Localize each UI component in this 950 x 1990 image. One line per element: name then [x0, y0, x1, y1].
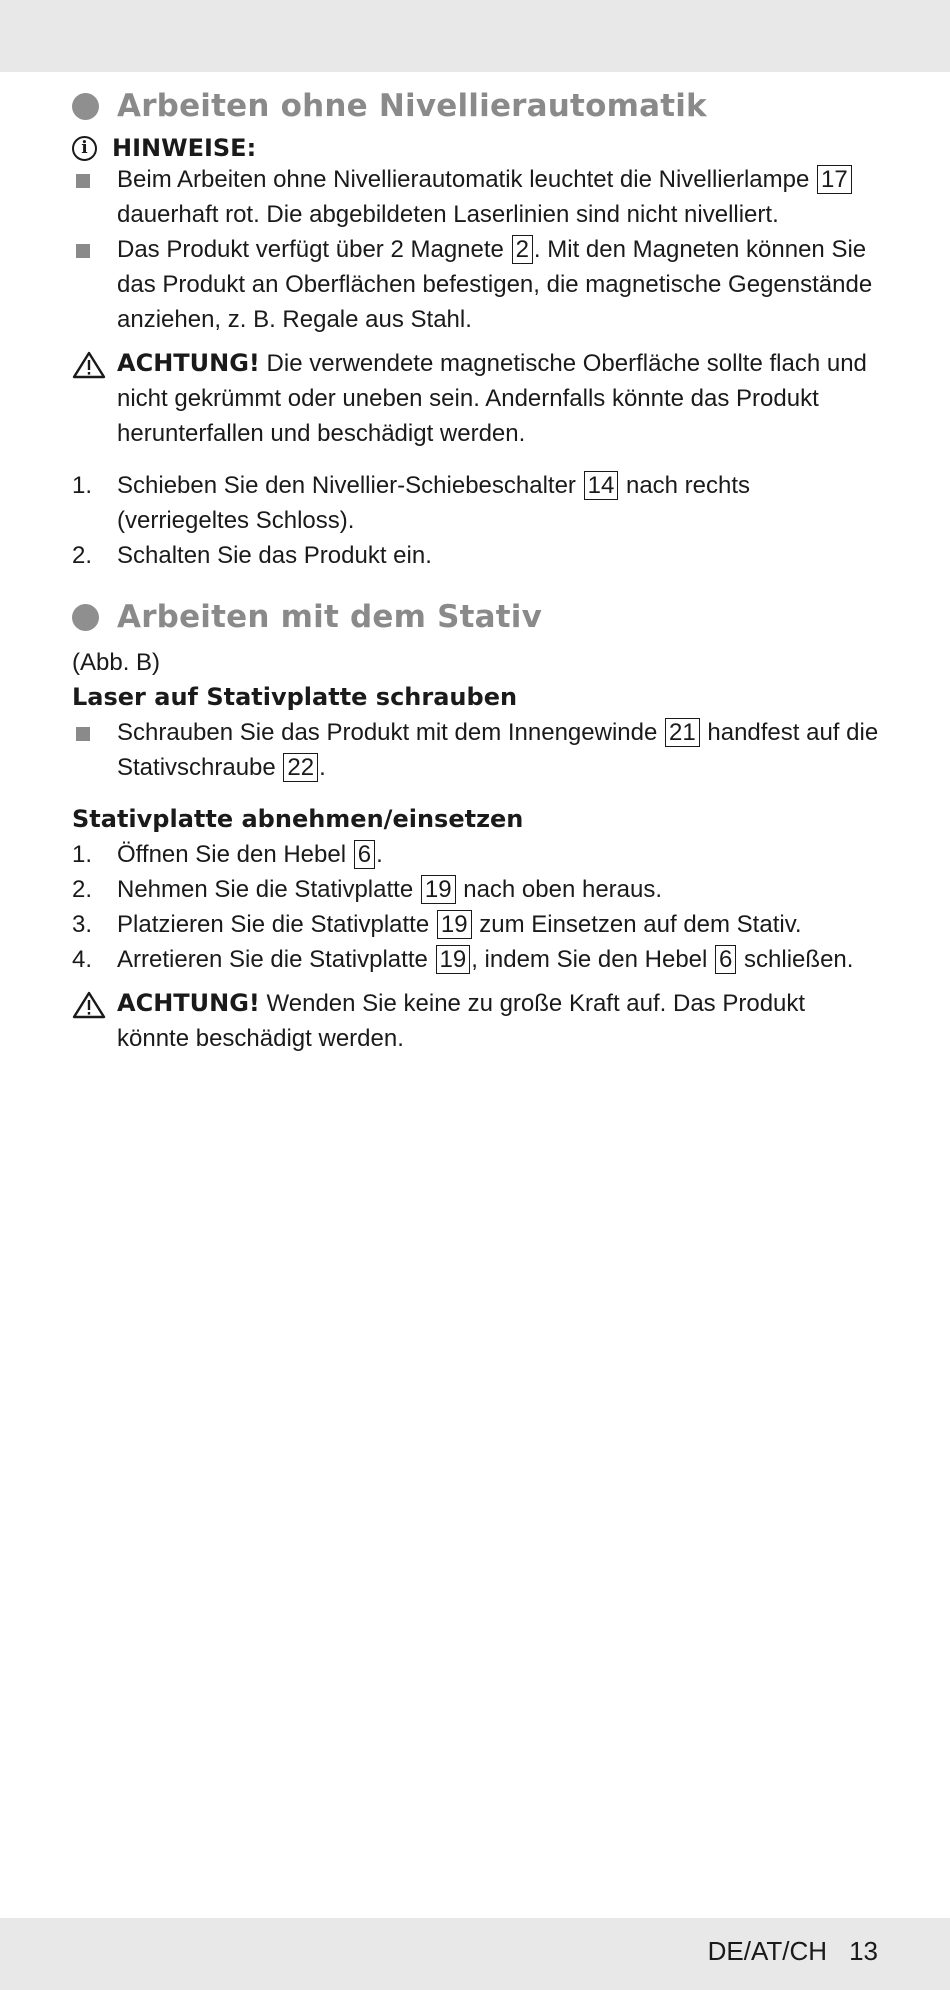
warning-notice — [72, 346, 880, 451]
section-title: Arbeiten ohne Nivellierautomatik — [117, 88, 707, 124]
step-number: 1. — [72, 841, 93, 868]
step-number: 2. — [72, 876, 93, 903]
warning-text: Wenden Sie keine zu große Kraft auf. Das Produkt könnte beschädigt werden. — [117, 990, 806, 1052]
step-item: 2. Nehmen Sie die Stativplatte 19 nach oben heraus. — [72, 872, 880, 907]
warning-triangle-icon — [72, 351, 106, 379]
reference-number: 6 — [715, 945, 736, 974]
notes-label: HINWEISE: — [112, 134, 257, 162]
list-item: Beim Arbeiten ohne Nivellierautomatik leuchtet die Nivellierlampe 17 dauerhaft rot. Die abgebildeten Laserlinien sind nicht nivelliert. — [72, 162, 880, 232]
section-heading-2 — [72, 599, 880, 635]
info-icon: i — [72, 136, 97, 161]
step-item: 2. Schalten Sie das Produkt ein. — [72, 538, 880, 573]
warning-label: ACHTUNG! — [117, 989, 260, 1017]
step-item: 1. Schieben Sie den Nivellier-Schiebeschalter 14 nach rechts (verriegeltes Schloss). — [72, 468, 880, 538]
page-footer — [708, 1936, 878, 1967]
figure-reference: (Abb. B) — [72, 649, 161, 676]
step-item: 1. Öffnen Sie den Hebel 6 . — [72, 837, 880, 872]
subsection-heading: Laser auf Stativplatte schrauben — [72, 683, 518, 711]
reference-number: 6 — [354, 840, 375, 869]
footer-locale: DE/AT/CH — [707, 1936, 828, 1966]
step-item: 4. Arretieren Sie die Stativplatte 19 , indem Sie den Hebel 6 schließen. — [72, 942, 880, 977]
step-number: 4. — [72, 946, 93, 973]
subsection-heading: Stativplatte abnehmen/einsetzen — [72, 805, 524, 833]
reference-number: 17 — [817, 165, 852, 194]
bullet-dot-icon — [72, 604, 99, 631]
section-title: Arbeiten mit dem Stativ — [117, 599, 542, 635]
reference-number: 19 — [436, 945, 471, 974]
reference-number: 21 — [665, 718, 700, 747]
notes-header — [72, 134, 880, 162]
reference-number: 2 — [512, 235, 533, 264]
reference-number: 19 — [421, 875, 456, 904]
section-heading-1 — [72, 88, 880, 124]
square-bullet-icon — [76, 244, 90, 258]
reference-number: 19 — [437, 910, 472, 939]
page-number: 13 — [849, 1936, 878, 1966]
page-content — [72, 88, 880, 1056]
bullet-dot-icon — [72, 93, 99, 120]
step-number: 1. — [72, 472, 93, 499]
list-item: Schrauben Sie das Produkt mit dem Innengewinde 21 handfest auf die Stativschraube 22 . — [72, 715, 880, 785]
reference-number: 22 — [283, 753, 318, 782]
warning-notice — [72, 986, 880, 1056]
square-bullet-icon — [76, 174, 90, 188]
step-number: 3. — [72, 911, 93, 938]
top-band — [0, 0, 950, 72]
reference-number: 14 — [584, 471, 619, 500]
warning-label: ACHTUNG! — [117, 349, 260, 377]
step-item: 3. Platzieren Sie die Stativplatte 19 zum Einsetzen auf dem Stativ. — [72, 907, 880, 942]
warning-text: Die verwendete magnetische Oberfläche sollte flach und nicht gekrümmt oder uneben sein. Andernfalls könnte das Produkt herunterfallen und beschädigt werden. — [117, 350, 867, 447]
warning-triangle-icon — [72, 991, 106, 1019]
step-number: 2. — [72, 542, 93, 569]
list-item: Das Produkt verfügt über 2 Magnete 2 . Mit den Magneten können Sie das Produkt an Oberflächen befestigen, die magnetische Gegenstände anziehen, z. B. Regale aus Stahl. — [72, 232, 880, 337]
square-bullet-icon — [76, 727, 90, 741]
